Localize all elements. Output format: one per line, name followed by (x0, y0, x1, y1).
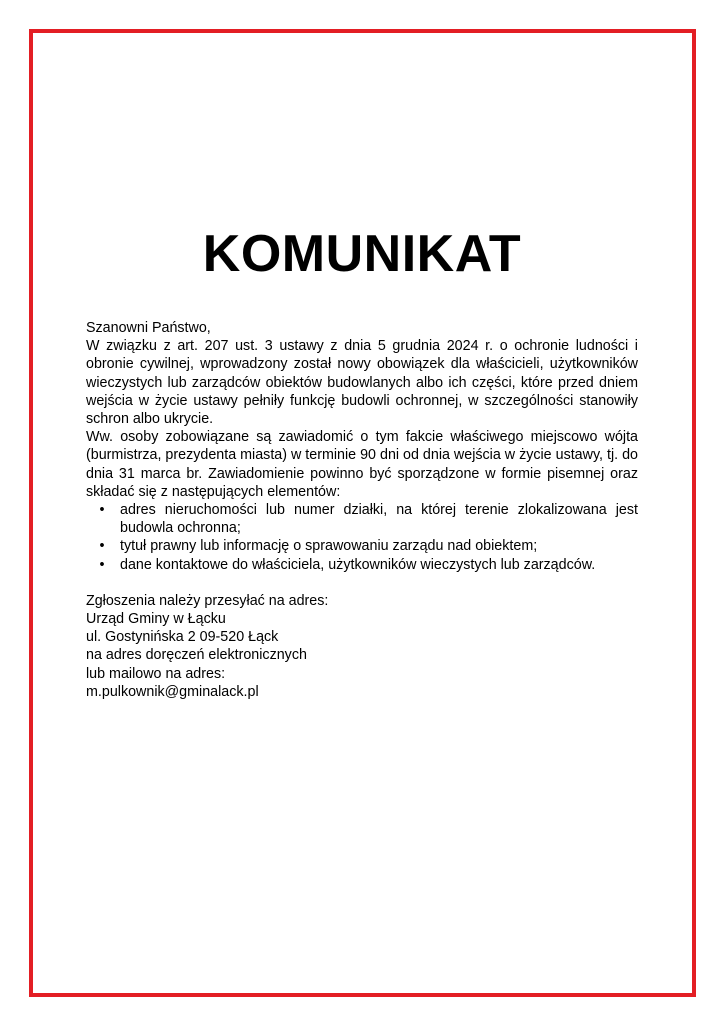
paragraph-obligation: W związku z art. 207 ust. 3 ustawy z dnia 5 grudnia 2024 r. o ochronie ludności i obronie cywilnej, wprowadzony został nowy obowiązek dla właścicieli, użytkowników wieczystych lub zarządców obiektów budowlanych albo ich części, które przed dniem wejścia w życie ustawy pełniły funkcję budowli ochronnej, w szczególności stanowiły schron albo ukrycie. (86, 338, 638, 428)
paragraph-notification: Ww. osoby zobowiązane są zawiadomić o tym fakcie właściwego miejscowo wójta (burmistrza, prezydenta miasta) w terminie 90 dni od dnia wejścia w życie ustawy, tj. do dnia 31 marca br. Zawiadomienie powinno być sporządzone w formie pisemnej oraz składać się z następujących elementów: (86, 429, 638, 500)
list-item-text: adres nieruchomości lub numer działki, na której terenie zlokalizowana jest budowla ochronna; (120, 502, 638, 537)
bullet-icon: • (99, 556, 105, 573)
greeting: Szanowni Państwo, (86, 320, 211, 336)
list-item-text: dane kontaktowe do właściciela, użytkowników wieczystych lub zarządców. (120, 556, 596, 573)
section-spacer (86, 574, 638, 592)
bullet-icon: • (99, 538, 105, 555)
contact-email: m.pulkownik@gminalack.pl (86, 683, 259, 700)
contact-intro: Zgłoszenia należy przesyłać na adres: (86, 592, 329, 609)
list-item (86, 537, 638, 555)
requirements-list (86, 501, 638, 574)
list-item (86, 501, 638, 537)
list-item-text: tytuł prawny lub informację o sprawowaniu zarządu nad obiektem; (120, 538, 538, 555)
document-body (86, 319, 638, 701)
document-title: KOMUNIKAT (202, 225, 522, 283)
contact-address: ul. Gostynińska 2 09-520 Łąck (86, 629, 279, 646)
list-item (86, 556, 638, 574)
contact-office: Urząd Gminy w Łącku (86, 611, 226, 628)
contact-email-intro: lub mailowo na adres: (86, 665, 226, 682)
contact-edelivery: na adres doręczeń elektronicznych (86, 647, 307, 664)
bullet-icon: • (99, 502, 105, 519)
contact-block (86, 592, 638, 701)
